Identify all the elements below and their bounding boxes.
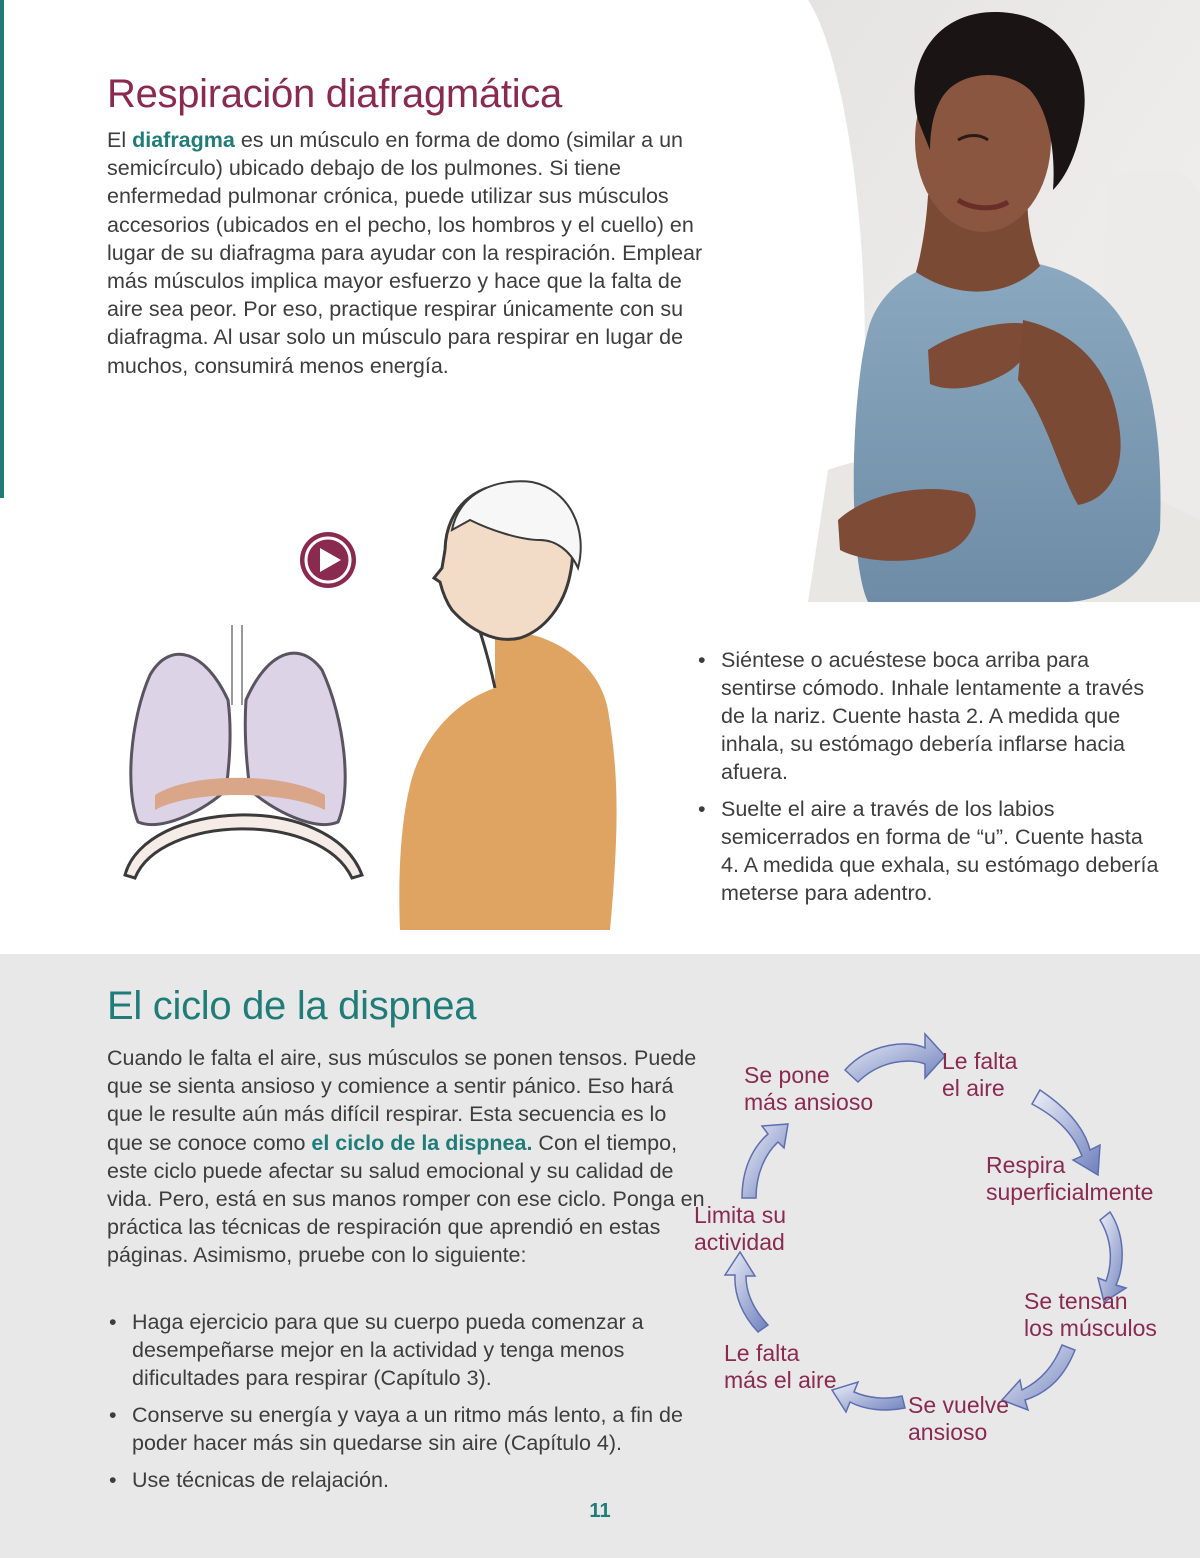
cycle-label-le-falta-mas-el-aire: Le falta más el aire <box>724 1340 837 1393</box>
dyspnea-cycle-diagram <box>680 1020 1200 1490</box>
cycle-label-se-pone-mas-ansioso: Se pone más ansioso <box>744 1062 874 1115</box>
page-number: 11 <box>589 1500 611 1522</box>
cycle-label-le-falta-el-aire: Le falta el aire <box>942 1048 1018 1101</box>
cycle-label-se-tensan-los-musculos: Se tensan los músculos <box>1024 1288 1157 1341</box>
cycle-label-respira-superficialmente: Respira superficialmente <box>986 1152 1154 1205</box>
breathing-steps-list <box>696 646 1166 916</box>
list-item: • Conserve su energía y vaya a un ritmo más lento, a fin de poder hacer más sin quedarse sin aire (Capítulo 4). <box>107 1401 717 1457</box>
list-item: • Suelte el aire a través de los labios semicerrados en forma de “u”. Cuente hasta 4. A medida que exhala, su estómago debería meterse para adentro. <box>696 795 1166 907</box>
section-title-diaphragmatic-breathing: Respiración diafragmática <box>107 72 562 116</box>
dyspnea-cycle-term: el ciclo de la dispnea. <box>311 1130 533 1155</box>
list-item: • Use técnicas de relajación. <box>107 1466 717 1494</box>
cycle-label-limita-su-actividad: Limita su actividad <box>694 1202 787 1255</box>
diaphragm-illustration <box>100 460 660 930</box>
list-item: • Siéntese o acuéstese boca arriba para sentirse cómodo. Inhale lentamente a través de la nariz. Cuente hasta 2. A medida que inhala, su estómago debería inflarse hacia afuera. <box>696 646 1166 786</box>
diaphragm-term: diafragma <box>132 128 235 152</box>
section-title-dyspnea-cycle: El ciclo de la dispnea <box>107 984 477 1028</box>
left-accent-rule <box>0 0 4 498</box>
tips-list <box>107 1308 717 1503</box>
woman-breathing-photo <box>808 0 1200 602</box>
cycle-label-se-vuelve-ansioso: Se vuelve ansioso <box>908 1392 1010 1445</box>
diaphragm-paragraph: El diafragma es un músculo en forma de domo (similar a un semicírculo) ubicado debajo de los pulmones. Si tiene enfermedad pulmonar crónica, puede utilizar sus músculos accesorios (ubicados en el pecho, los hombros y el cuello) en lugar de su diafragma para ayudar con la respiración. Emplear más músculos implica mayor esfuerzo y hace que la falta de aire sea peor. Por eso, practique respirar únicamente con su diafragma. Al usar solo un músculo para respirar en lugar de muchos, consumirá menos energía. <box>107 128 703 378</box>
list-item: • Haga ejercicio para que su cuerpo pueda comenzar a desempeñarse mejor en la actividad y tenga menos dificultades para respirar (Capítulo 3). <box>107 1308 717 1392</box>
dyspnea-paragraph: Cuando le falta el aire, sus músculos se ponen tensos. Puede que se sienta ansioso y comience a sentir pánico. Eso hará que le resulte aún más difícil respirar. Esta secuencia es lo que se conoce como el ciclo de la dispnea. Con el tiempo, este ciclo puede afectar su salud emocional y su calidad de vida. Pero, está en sus manos romper con ese ciclo. Ponga en práctica las técnicas de respiración que aprendió en estas páginas. Asimismo, pruebe con lo siguiente: <box>107 1046 705 1268</box>
